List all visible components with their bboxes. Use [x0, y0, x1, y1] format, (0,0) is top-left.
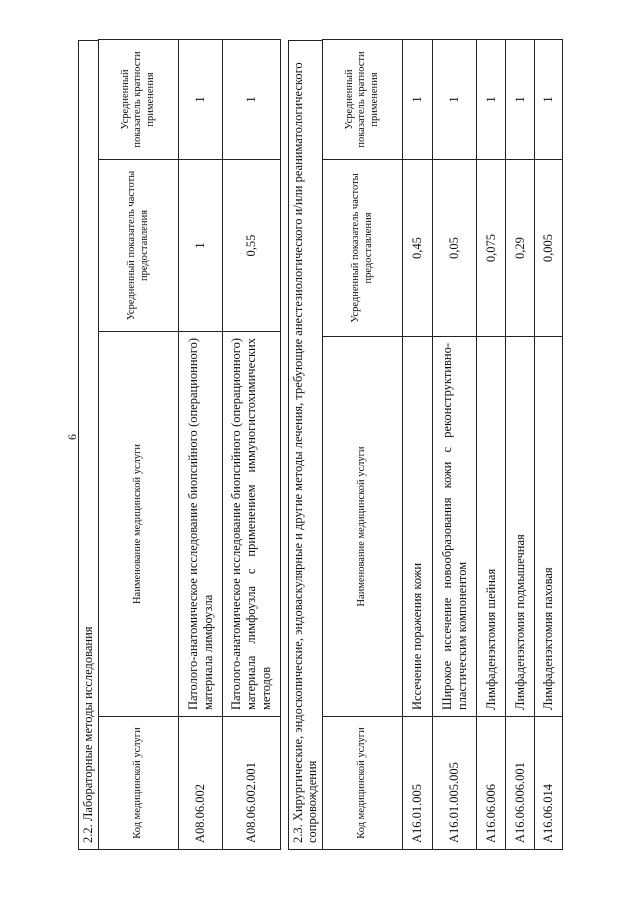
- header-name: Наименование медицинской услуги: [323, 337, 403, 717]
- header-name: Наименование медицинской услуги: [99, 332, 179, 717]
- cell-frequency: 0,005: [535, 160, 563, 337]
- header-code: Код медицинской услуги: [99, 717, 179, 850]
- table-laboratory: [98, 39, 281, 850]
- cell-frequency: 0,55: [223, 160, 281, 332]
- section-2-3: [288, 40, 562, 850]
- table-row: [223, 40, 281, 850]
- table-row: [535, 40, 563, 850]
- cell-name: Лимфаденэктомия паховая: [535, 337, 563, 717]
- table-row: [403, 40, 433, 850]
- cell-multiplicity: 1: [506, 40, 535, 160]
- cell-frequency: 0,45: [403, 160, 433, 337]
- header-frequency: Усредненный показатель частоты предоставления: [323, 160, 403, 337]
- cell-code: A16.01.005: [403, 717, 433, 850]
- cell-name: Лимфаденэктомия шейная: [477, 337, 506, 717]
- cell-frequency: 0,05: [433, 160, 477, 337]
- table-row: [433, 40, 477, 850]
- table-header-row: [323, 40, 403, 850]
- table-header-row: [99, 40, 179, 850]
- cell-frequency: 0,075: [477, 160, 506, 337]
- cell-name: Лимфаденэктомия подмышечная: [506, 337, 535, 717]
- cell-frequency: 0,29: [506, 160, 535, 337]
- section-2-2: [78, 40, 280, 850]
- table-row: [179, 40, 223, 850]
- cell-code: A16.01.005.005: [433, 717, 477, 850]
- section-title: 2.3. Хирургические, эндоскопические, эндоваскулярные и другие методы лечения, требующие анестезиологического и/или реаниматологического сопровождения: [288, 40, 322, 850]
- header-frequency: Усредненный показатель частоты предоставления: [99, 160, 179, 332]
- cell-multiplicity: 1: [179, 40, 223, 160]
- cell-multiplicity: 1: [477, 40, 506, 160]
- cell-multiplicity: 1: [223, 40, 281, 160]
- cell-code: A16.06.014: [535, 717, 563, 850]
- table-row: [477, 40, 506, 850]
- cell-name: Широкое иссечение новообразования кожи с реконструктивно-пластическим компонентом: [433, 337, 477, 717]
- cell-name: Иссечение поражения кожи: [403, 337, 433, 717]
- header-code: Код медицинской услуги: [323, 717, 403, 850]
- page-number: 6: [64, 434, 79, 440]
- cell-name: Патолого-анатомическое исследование биопсийного (операционного) материала лимфоузла с применением иммуногистохимических методов: [223, 332, 281, 717]
- cell-code: A08.06.002.001: [223, 717, 281, 850]
- section-title: 2.2. Лабораторные методы исследования: [78, 40, 98, 850]
- header-multiplicity: Усредненный показатель кратности применения: [99, 40, 179, 160]
- table-surgical: [322, 39, 563, 850]
- cell-frequency: 1: [179, 160, 223, 332]
- cell-multiplicity: 1: [433, 40, 477, 160]
- table-row: [506, 40, 535, 850]
- cell-name: Патолого-анатомическое исследование биопсийного (операционного) материала лимфоузла: [179, 332, 223, 717]
- cell-code: A16.06.006.001: [506, 717, 535, 850]
- cell-multiplicity: 1: [535, 40, 563, 160]
- header-multiplicity: Усредненный показатель кратности применения: [323, 40, 403, 160]
- cell-multiplicity: 1: [403, 40, 433, 160]
- cell-code: A08.06.002: [179, 717, 223, 850]
- cell-code: A16.06.006: [477, 717, 506, 850]
